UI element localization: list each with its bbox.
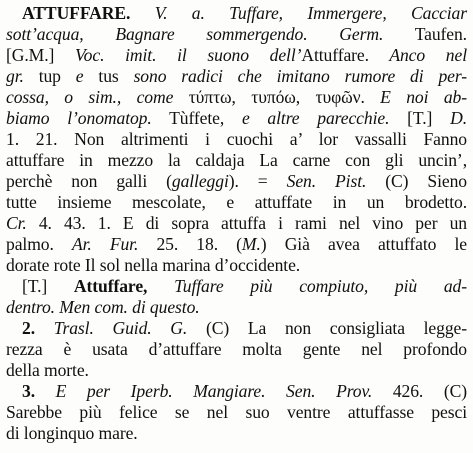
text-segment: tutte insieme mescolate, e attuffate in un brodetto. <box>6 192 467 212</box>
text-segment: E noi ab- <box>380 87 467 107</box>
text-segment: biamo l’onomatop. <box>6 108 152 128</box>
text-segment: Sen. Pist. <box>286 171 367 191</box>
text-segment: Taufen. <box>383 24 467 44</box>
entry-line <box>6 423 467 444</box>
text-segment: della morte. <box>6 360 89 380</box>
entry-line <box>6 45 467 66</box>
entry-line <box>6 66 467 87</box>
text-segment: Ar. Fur. <box>71 234 139 254</box>
text-segment: D. <box>450 108 467 128</box>
text-segment: sono radici che imitano rumore di per- <box>133 66 468 86</box>
entry-line <box>6 150 467 171</box>
entry-line <box>6 276 467 297</box>
text-segment: cossa, o sim., come <box>6 87 174 107</box>
entry-line <box>6 108 467 129</box>
text-segment: 2. <box>22 318 54 338</box>
entry-line <box>6 87 467 108</box>
text-segment: dorate rote Il sol nella marina d’occidente. <box>6 255 301 275</box>
text-segment: ). = <box>228 171 287 191</box>
entry-line <box>6 234 467 255</box>
text-segment: palmo. <box>6 234 72 254</box>
text-segment: [T.] <box>389 108 451 128</box>
text-segment: M. <box>241 234 261 254</box>
text-segment: Trasl. Guid. G. <box>53 318 188 338</box>
text-segment: τύπτω, τυπόω, τυφῶν. <box>173 87 381 107</box>
text-segment: galleggi <box>171 171 229 191</box>
text-segment: 426. (C) <box>372 381 468 401</box>
entry-line <box>6 213 467 234</box>
text-segment: 4. 43. 1. E di sopra attuffa i rami nel vino per un <box>26 213 467 233</box>
text-segment: 25. 18. ( <box>138 234 242 254</box>
entry-line <box>6 318 467 339</box>
entry-line <box>6 339 467 360</box>
text-segment: perchè non galli ( <box>6 171 172 191</box>
text-segment: (C) Sieno <box>366 171 468 191</box>
text-segment: tup <box>23 66 76 86</box>
text-segment: sott’acqua, Bagnare sommergendo. Germ. <box>6 24 384 44</box>
text-segment: Voc. imit. il suono dell’ <box>74 45 302 65</box>
text-segment: E per Iperb. Mangiare. Sen. Prov. <box>55 381 373 401</box>
text-segment: rezza è usata d’attuffare molta gente nel profondo <box>6 339 467 359</box>
text-segment: 1. 21. Non altrimenti i cuochi a’ lor vassalli Fanno <box>6 129 467 149</box>
entry-line <box>6 3 467 24</box>
entry-line <box>6 360 467 381</box>
entry-line <box>6 129 467 150</box>
text-segment: attuffare in mezzo la caldaja La carne con gli uncin’, <box>6 150 467 170</box>
text-segment: Tuffare più compiuto, più ad- <box>147 276 467 296</box>
text-segment: (C) La non consigliata legge- <box>187 318 468 338</box>
entry-line <box>6 171 467 192</box>
text-segment: ) Già avea attuffato le <box>260 234 467 254</box>
text-segment: Attuffare, <box>73 276 148 296</box>
entry-line <box>6 402 467 423</box>
entry-line <box>6 255 467 276</box>
text-segment: tus <box>83 66 134 86</box>
text-segment: gr. <box>6 66 24 86</box>
text-segment: Cr. <box>6 213 27 233</box>
text-segment: Attuffare. <box>301 45 369 65</box>
entry-line <box>6 381 467 402</box>
text-segment: 3. <box>22 381 56 401</box>
text-segment: V. a. Tuffare, Immergere, Cacciar <box>130 3 467 23</box>
text-segment: [G.M.] <box>6 45 75 65</box>
entry-line <box>6 24 467 45</box>
text-segment: ATTUFFARE. <box>22 3 131 23</box>
text-segment: dentro. Men com. di questo. <box>6 297 200 317</box>
text-segment: e <box>75 66 84 86</box>
text-segment: [T.] <box>22 276 74 296</box>
text-segment: Tùffete, <box>151 108 242 128</box>
text-segment: Anco nel <box>368 45 467 65</box>
entry-line <box>6 192 467 213</box>
entry-line <box>6 297 467 318</box>
text-segment: Sarebbe più felice se nel suo ventre attuffasse pesci <box>6 402 467 422</box>
text-segment: di longinquo mare. <box>6 423 138 443</box>
text-segment: e altre parecchie. <box>241 108 390 128</box>
